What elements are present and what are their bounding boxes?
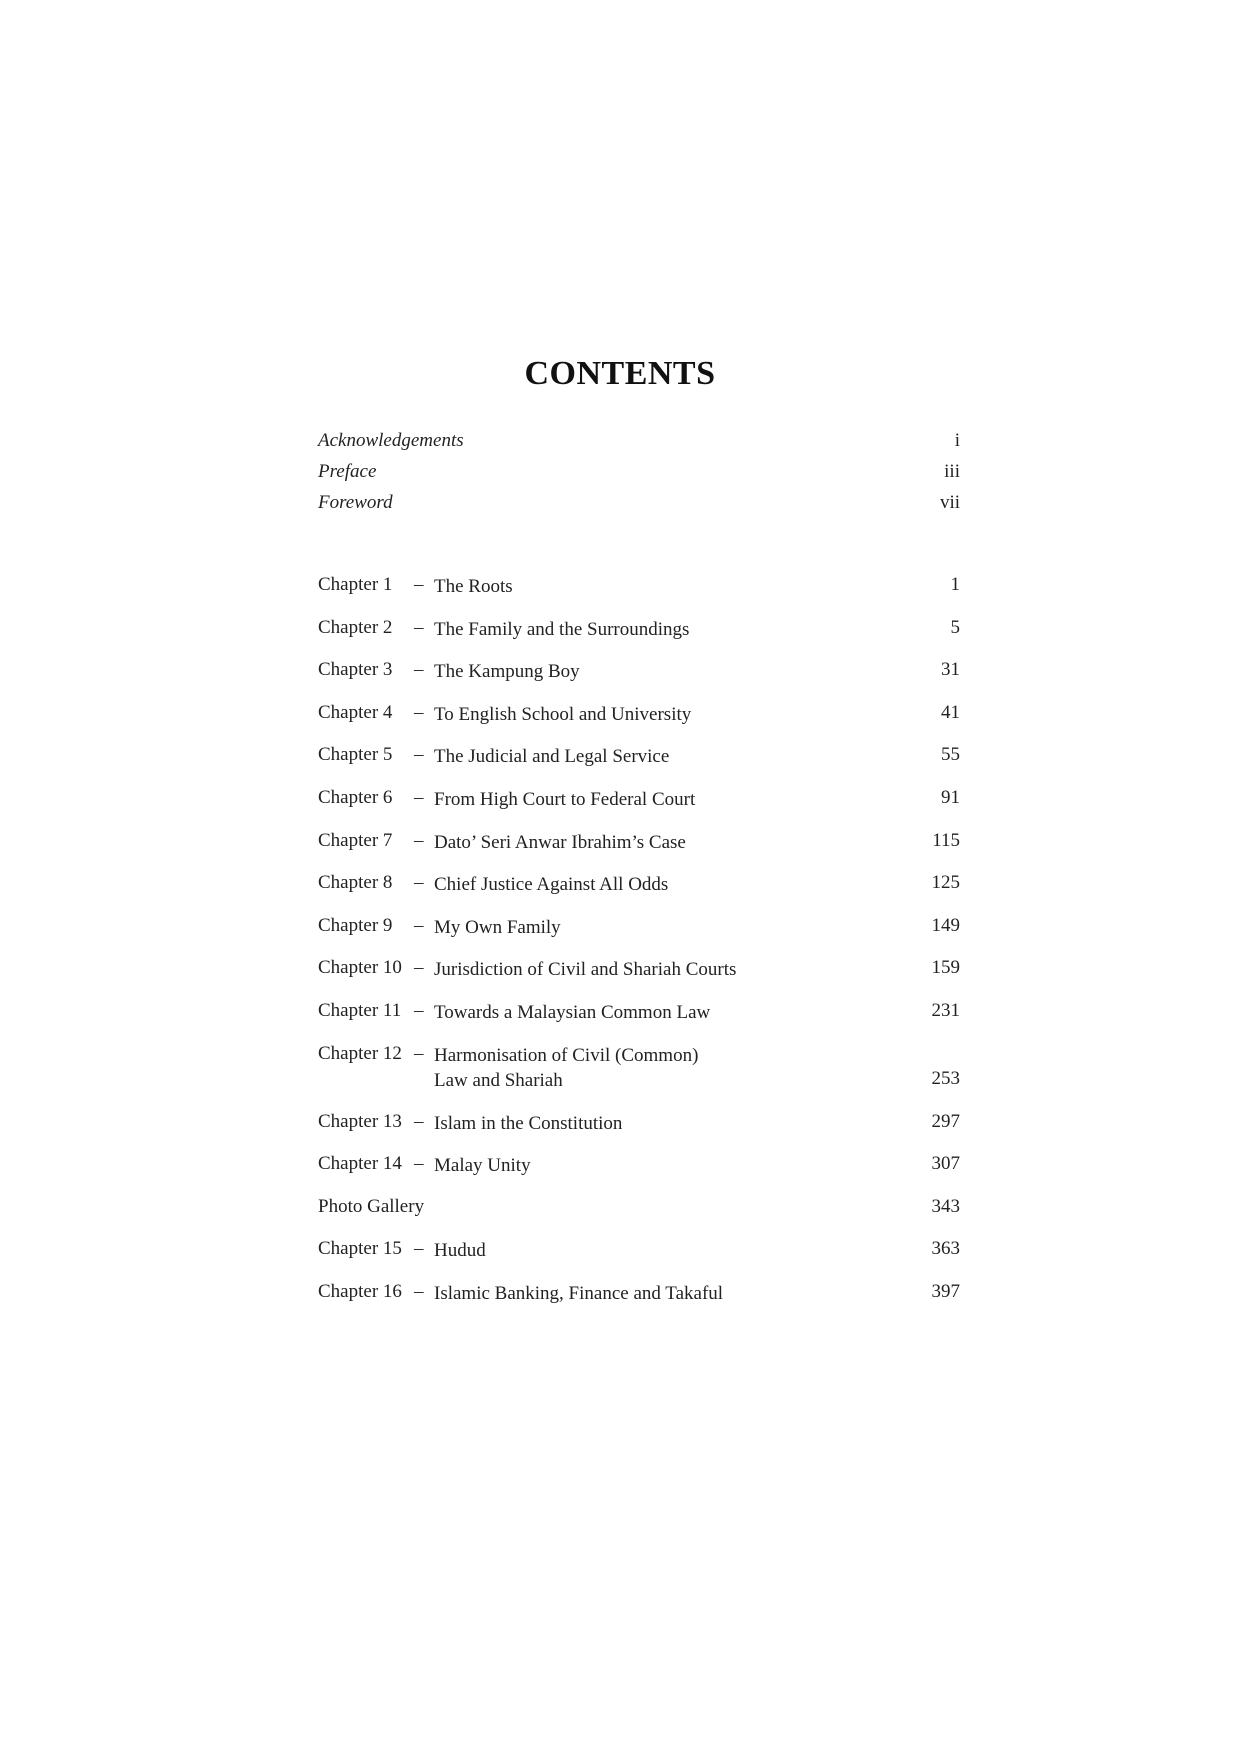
chapter-number: Chapter 10 (318, 957, 402, 979)
chapter-page: 363 (931, 1238, 960, 1260)
chapter-entry (318, 1238, 960, 1281)
chapter-entry (318, 1043, 960, 1111)
chapter-title: From High Court to Federal Court (434, 788, 696, 810)
front-matter-item (318, 461, 960, 492)
chapter-page: 55 (941, 744, 960, 766)
front-matter-label: Foreword (318, 492, 393, 513)
chapter-entry (318, 787, 960, 830)
front-matter-item (318, 492, 960, 523)
chapter-page: 149 (931, 914, 960, 936)
front-matter-page: iii (944, 461, 960, 482)
chapter-title: Dato’ Seri Anwar Ibrahim’s Case (434, 831, 686, 853)
chapter-page: 159 (931, 957, 960, 979)
front-matter-item (318, 430, 960, 461)
chapter-dash: – (414, 1238, 424, 1260)
chapter-dash: – (414, 786, 424, 808)
chapter-entry (318, 574, 960, 617)
chapter-title: My Own Family (434, 916, 561, 938)
chapter-entry (318, 702, 960, 745)
chapter-number: Chapter 1 (318, 574, 393, 595)
front-matter-label: Preface (318, 461, 377, 482)
chapter-entry (318, 957, 960, 1000)
chapter-number: Chapter 5 (318, 744, 393, 766)
chapter-number: Chapter 16 (318, 1280, 402, 1302)
chapter-number: Chapter 13 (318, 1110, 402, 1132)
chapter-dash: – (414, 914, 424, 936)
chapter-number: Chapter 15 (318, 1238, 402, 1260)
chapter-title: The Judicial and Legal Service (434, 746, 670, 768)
chapter-number: Chapter 6 (318, 786, 393, 808)
chapter-dash: – (414, 1110, 424, 1132)
chapter-dash: – (414, 701, 424, 723)
front-matter-list (318, 430, 960, 523)
chapter-page: 343 (931, 1195, 960, 1217)
chapter-number: Chapter 7 (318, 829, 393, 851)
chapter-page: 125 (931, 872, 960, 894)
chapter-number: Chapter 8 (318, 872, 393, 894)
chapter-dash: – (414, 829, 424, 851)
chapter-page: 397 (931, 1280, 960, 1302)
chapter-title: Towards a Malaysian Common Law (434, 1001, 711, 1023)
chapter-page: 297 (931, 1110, 960, 1132)
photo-gallery-label: Photo Gallery (318, 1195, 425, 1217)
chapter-dash: – (414, 1042, 424, 1064)
chapter-page: 231 (931, 999, 960, 1021)
chapter-title: Hudud (434, 1240, 486, 1262)
chapter-title: To English School and University (434, 703, 692, 725)
chapter-dash: – (414, 872, 424, 894)
chapter-title: Jurisdiction of Civil and Shariah Courts (434, 959, 737, 981)
chapter-number: Chapter 9 (318, 914, 393, 936)
chapter-number: Chapter 2 (318, 616, 393, 638)
chapter-title: Malay Unity (434, 1155, 531, 1177)
chapter-dash: – (414, 999, 424, 1021)
chapter-title: Chief Justice Against All Odds (434, 874, 669, 896)
chapter-dash: – (414, 659, 424, 681)
chapter-page: 1 (950, 574, 960, 595)
chapter-title: The Family and the Surroundings (434, 618, 690, 640)
chapter-page: 115 (932, 829, 960, 851)
chapter-page: 307 (931, 1153, 960, 1175)
chapter-dash: – (414, 957, 424, 979)
chapter-title: Islam in the Constitution (434, 1112, 623, 1134)
chapter-title: The Roots (434, 576, 513, 597)
front-matter-page: vii (939, 492, 960, 513)
chapter-page: 5 (950, 616, 960, 638)
chapter-number: Chapter 4 (318, 701, 393, 723)
chapter-page: 41 (941, 701, 960, 723)
chapter-dash: – (414, 616, 424, 638)
chapter-number: Chapter 3 (318, 659, 393, 681)
chapter-dash: – (414, 744, 424, 766)
chapter-title: The Kampung Boy (434, 661, 580, 683)
chapter-entry (318, 1000, 960, 1043)
front-matter-label: Acknowledgements (318, 430, 464, 451)
chapter-entry (318, 1153, 960, 1196)
photo-gallery-entry (318, 1196, 960, 1239)
chapter-entry (318, 1281, 960, 1324)
chapter-dash: – (414, 1280, 424, 1302)
chapter-entry (318, 744, 960, 787)
chapter-number: Chapter 11 (318, 999, 402, 1021)
front-matter-page: i (954, 430, 960, 451)
page-title: CONTENTS (524, 355, 716, 392)
chapter-entry (318, 659, 960, 702)
chapter-entry (318, 872, 960, 915)
chapter-page: 31 (941, 659, 960, 681)
chapter-entry (318, 830, 960, 873)
chapter-entry (318, 1111, 960, 1154)
chapter-list (318, 574, 960, 1324)
chapter-entry (318, 915, 960, 958)
chapter-title: Harmonisation of Civil (Common) Law and Shariah (434, 1044, 699, 1091)
chapter-number: Chapter 12 (318, 1042, 402, 1064)
chapter-entry (318, 617, 960, 660)
chapter-title: Islamic Banking, Finance and Takaful (434, 1282, 724, 1304)
chapter-number: Chapter 14 (318, 1153, 402, 1175)
chapter-page: 253 (931, 1067, 960, 1089)
chapter-dash: – (414, 1153, 424, 1175)
chapter-dash: – (414, 574, 424, 595)
chapter-page: 91 (941, 786, 960, 808)
